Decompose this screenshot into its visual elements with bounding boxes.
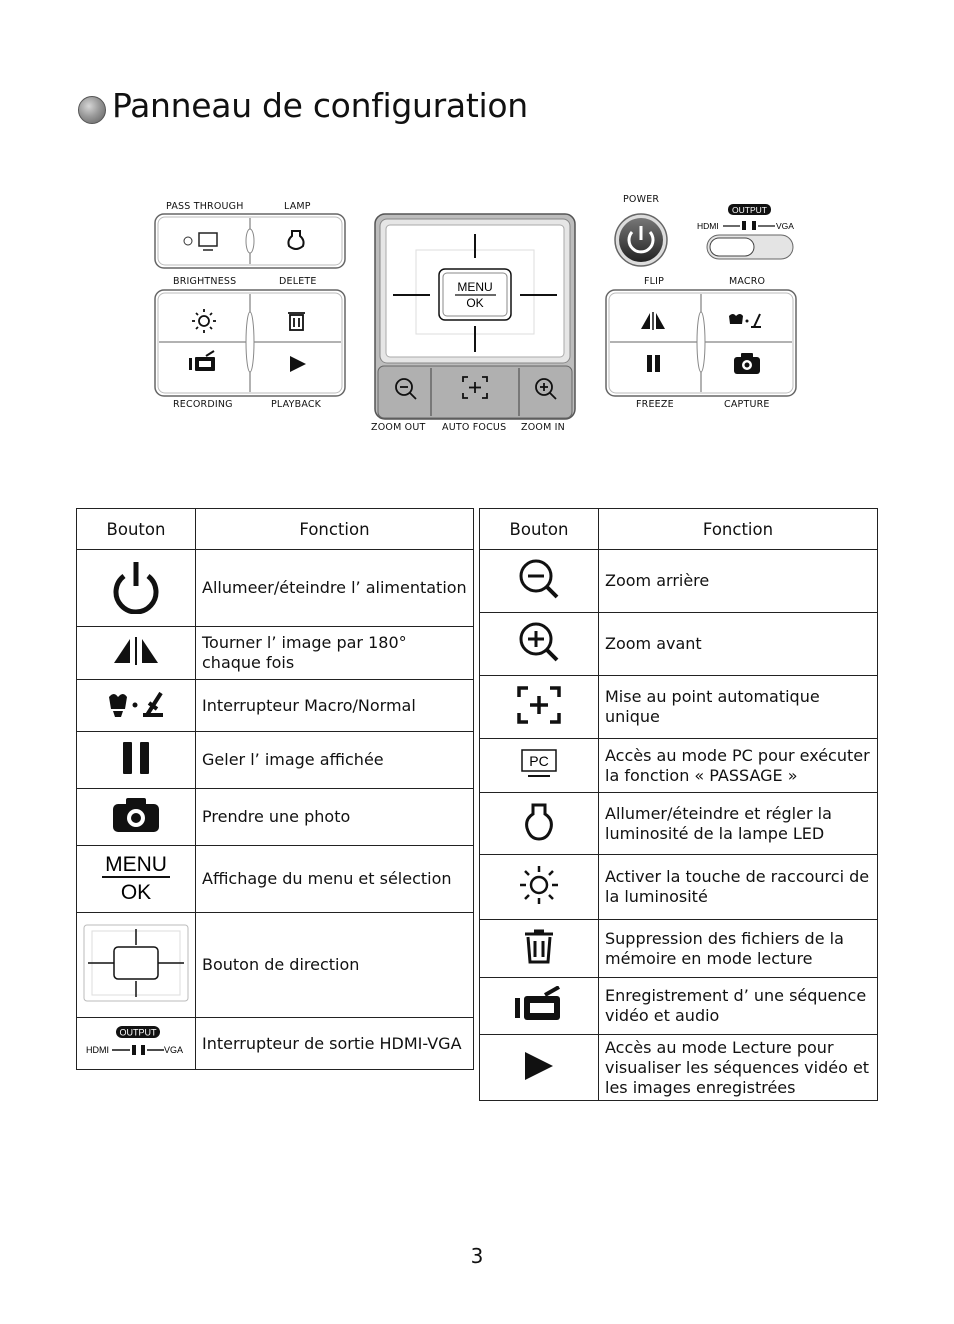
table-row — [480, 793, 878, 855]
flip-macro-freeze-capture-block — [606, 290, 796, 396]
table-row — [480, 920, 878, 978]
autofocus-icon — [516, 685, 562, 725]
menu-ok-button[interactable] — [439, 269, 511, 320]
row-text: Tourner l’ image par 180° chaque fois — [196, 627, 474, 680]
svg-text:HDMI: HDMI — [697, 221, 719, 231]
record-icon — [513, 986, 565, 1022]
page-number: 3 — [470, 1244, 484, 1268]
table-row — [480, 550, 878, 613]
brightness-label: BRIGHTNESS — [173, 276, 237, 287]
page-title: Panneau de configuration — [112, 86, 528, 125]
header-fonction: Fonction — [599, 509, 878, 550]
row-text: Allumer/éteindre et régler la luminosité de la lampe LED — [599, 793, 878, 855]
svg-text:VGA: VGA — [164, 1044, 184, 1055]
pc-icon — [520, 748, 558, 780]
zoom-in-label: ZOOM IN — [521, 422, 565, 433]
playback-label: PLAYBACK — [271, 399, 322, 410]
power-button[interactable] — [615, 214, 667, 266]
macro-label: MACRO — [729, 276, 766, 287]
row-text: Zoom avant — [599, 613, 878, 676]
table-row — [77, 732, 474, 789]
freeze-label: FREEZE — [636, 399, 674, 410]
table-row — [77, 1018, 474, 1070]
table-row — [77, 789, 474, 846]
table-row — [480, 978, 878, 1035]
button-table-right — [479, 508, 878, 1101]
recording-label: RECORDING — [173, 399, 233, 410]
row-text: Activer la touche de raccourci de la luminosité — [599, 855, 878, 920]
table-row — [480, 676, 878, 739]
row-text: Prendre une photo — [196, 789, 474, 846]
play-icon — [522, 1050, 556, 1082]
row-text: Interrupteur Macro/Normal — [196, 680, 474, 732]
menu-text: MENU — [457, 280, 493, 294]
camera-icon — [112, 797, 160, 833]
macro-icon — [107, 689, 165, 719]
row-text: Accès au mode PC pour exécuter la fonction « PASSAGE » — [599, 739, 878, 793]
row-text: Accès au mode Lecture pour visualiser les séquences vidéo et les images enregistrées — [599, 1035, 878, 1101]
control-panel-illustration — [0, 0, 954, 470]
direction-pad-icon — [80, 921, 192, 1005]
table-row — [77, 913, 474, 1018]
zoom-out-label: ZOOM OUT — [371, 422, 426, 433]
ok-text: OK — [466, 296, 484, 310]
pass-through-label: PASS THROUGH — [166, 201, 244, 212]
svg-text:OK: OK — [120, 881, 152, 903]
pause-icon — [121, 741, 151, 775]
auto-focus-label: AUTO FOCUS — [442, 422, 507, 433]
button-table-left — [76, 508, 474, 1070]
table-row — [480, 739, 878, 793]
brightness-delete-record-play-block — [155, 290, 345, 396]
svg-text:VGA: VGA — [776, 221, 794, 231]
table-row — [480, 1035, 878, 1101]
svg-text:OUTPUT: OUTPUT — [732, 205, 767, 215]
row-text: Enregistrement d’ une séquence vidéo et audio — [599, 978, 878, 1035]
row-text: Interrupteur de sortie HDMI-VGA — [196, 1018, 474, 1070]
row-text: Suppression des fichiers de la mémoire en mode lecture — [599, 920, 878, 978]
power-icon — [110, 558, 162, 614]
row-text: Bouton de direction — [196, 913, 474, 1018]
table-row — [77, 680, 474, 732]
flip-label: FLIP — [644, 276, 665, 287]
svg-text:PC: PC — [529, 752, 549, 769]
table-row — [77, 627, 474, 680]
row-text: Allumeer/éteindre l’ alimentation — [196, 550, 474, 627]
table-row — [480, 613, 878, 676]
table-row — [480, 855, 878, 920]
delete-label: DELETE — [279, 276, 317, 287]
svg-text:OUTPUT: OUTPUT — [119, 1027, 157, 1037]
svg-text:MENU: MENU — [105, 853, 167, 876]
menu-ok-icon — [98, 851, 174, 903]
row-text: Zoom arrière — [599, 550, 878, 613]
zoom-out-icon — [518, 558, 560, 600]
capture-label: CAPTURE — [724, 399, 770, 410]
table-row — [77, 550, 474, 627]
row-text: Mise au point automatique unique — [599, 676, 878, 739]
header-bouton: Bouton — [480, 509, 599, 550]
svg-text:HDMI: HDMI — [86, 1044, 109, 1055]
zoom-in-icon — [518, 621, 560, 663]
table-row — [77, 846, 474, 913]
header-fonction: Fonction — [196, 509, 474, 550]
row-text: Affichage du menu et sélection — [196, 846, 474, 913]
flip-icon — [112, 636, 160, 666]
row-text: Geler l’ image affichée — [196, 732, 474, 789]
lamp-label: LAMP — [284, 201, 311, 212]
brightness-icon — [517, 863, 561, 907]
trash-icon — [523, 929, 555, 965]
header-bouton: Bouton — [77, 509, 196, 550]
power-label: POWER — [623, 194, 660, 205]
output-switch-icon — [84, 1025, 188, 1059]
output-switch[interactable] — [697, 204, 794, 259]
lamp-icon — [524, 802, 554, 842]
